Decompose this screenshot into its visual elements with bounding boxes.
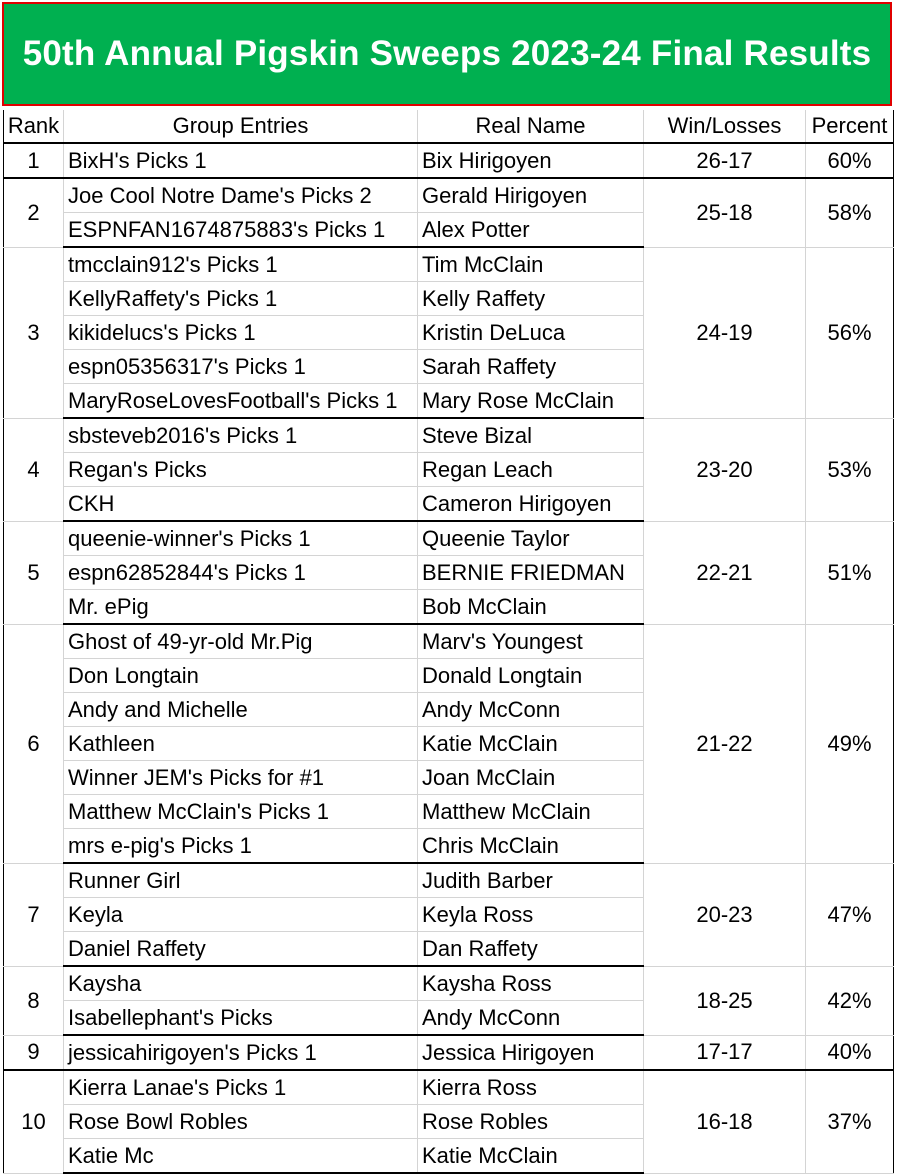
group-entry-cell: Kaysha (64, 966, 418, 1001)
win-losses-cell: 16-18 (644, 1070, 806, 1173)
group-entry-cell: Isabellephant's Picks (64, 1001, 418, 1036)
real-name-cell: Chris McClain (418, 829, 644, 864)
group-entry-cell: espn05356317's Picks 1 (64, 350, 418, 384)
group-entry-cell: Keyla (64, 898, 418, 932)
real-name-cell: Jessica Hirigoyen (418, 1035, 644, 1070)
rank-cell: 3 (4, 247, 64, 418)
group-entry-cell: Winner JEM's Picks for #1 (64, 761, 418, 795)
percent-cell: 58% (806, 178, 894, 247)
win-losses-cell: 21-22 (644, 624, 806, 863)
real-name-cell: Mary Rose McClain (418, 384, 644, 419)
real-name-cell: Cameron Hirigoyen (418, 487, 644, 522)
group-entry-cell: kikidelucs's Picks 1 (64, 316, 418, 350)
real-name-cell: Gerald Hirigoyen (418, 178, 644, 213)
group-entry-cell: tmcclain912's Picks 1 (64, 247, 418, 282)
win-losses-cell: 22-21 (644, 521, 806, 624)
percent-cell: 49% (806, 624, 894, 863)
rank-cell: 9 (4, 1035, 64, 1070)
rank-cell: 8 (4, 966, 64, 1035)
real-name-cell: Bob McClain (418, 590, 644, 625)
table-row (4, 1070, 894, 1105)
real-name-cell: Kristin DeLuca (418, 316, 644, 350)
group-entry-cell: Mr. ePig (64, 590, 418, 625)
percent-cell: 40% (806, 1035, 894, 1070)
group-entry-cell: Daniel Raffety (64, 932, 418, 967)
win-losses-cell: 25-18 (644, 178, 806, 247)
group-entry-cell: Katie Mc (64, 1139, 418, 1174)
page-title: 50th Annual Pigskin Sweeps 2023-24 Final Results (22, 34, 872, 73)
header-group-entries: Group Entries (64, 110, 418, 143)
table-row (4, 418, 894, 453)
rank-cell: 7 (4, 863, 64, 966)
rank-cell: 2 (4, 178, 64, 247)
group-entry-cell: CKH (64, 487, 418, 522)
rank-cell: 10 (4, 1070, 64, 1173)
table-header (4, 110, 894, 143)
group-entry-cell: Don Longtain (64, 659, 418, 693)
group-entry-cell: jessicahirigoyen's Picks 1 (64, 1035, 418, 1070)
rank-cell: 4 (4, 418, 64, 521)
win-losses-cell: 17-17 (644, 1035, 806, 1070)
header-percent: Percent (806, 110, 894, 143)
real-name-cell: Sarah Raffety (418, 350, 644, 384)
table-body (4, 143, 894, 1173)
percent-cell: 51% (806, 521, 894, 624)
header-row (4, 110, 894, 143)
group-entry-cell: Andy and Michelle (64, 693, 418, 727)
real-name-cell: Kaysha Ross (418, 966, 644, 1001)
table-row (4, 178, 894, 213)
real-name-cell: Judith Barber (418, 863, 644, 898)
group-entry-cell: Ghost of 49-yr-old Mr.Pig (64, 624, 418, 659)
group-entry-cell: Kathleen (64, 727, 418, 761)
group-entry-cell: queenie-winner's Picks 1 (64, 521, 418, 556)
rank-cell: 6 (4, 624, 64, 863)
title-banner (2, 2, 892, 106)
real-name-cell: Kierra Ross (418, 1070, 644, 1105)
real-name-cell: Donald Longtain (418, 659, 644, 693)
header-rank: Rank (4, 110, 64, 143)
win-losses-cell: 26-17 (644, 143, 806, 178)
real-name-cell: Katie McClain (418, 1139, 644, 1174)
group-entry-cell: KellyRaffety's Picks 1 (64, 282, 418, 316)
real-name-cell: Keyla Ross (418, 898, 644, 932)
group-entry-cell: Joe Cool Notre Dame's Picks 2 (64, 178, 418, 213)
real-name-cell: Queenie Taylor (418, 521, 644, 556)
group-entry-cell: Matthew McClain's Picks 1 (64, 795, 418, 829)
group-entry-cell: Runner Girl (64, 863, 418, 898)
real-name-cell: Regan Leach (418, 453, 644, 487)
win-losses-cell: 23-20 (644, 418, 806, 521)
rank-cell: 5 (4, 521, 64, 624)
real-name-cell: Tim McClain (418, 247, 644, 282)
win-losses-cell: 20-23 (644, 863, 806, 966)
real-name-cell: Dan Raffety (418, 932, 644, 967)
real-name-cell: Joan McClain (418, 761, 644, 795)
group-entry-cell: mrs e-pig's Picks 1 (64, 829, 418, 864)
real-name-cell: Rose Robles (418, 1105, 644, 1139)
table-row (4, 624, 894, 659)
real-name-cell: Marv's Youngest (418, 624, 644, 659)
real-name-cell: Kelly Raffety (418, 282, 644, 316)
group-entry-cell: Rose Bowl Robles (64, 1105, 418, 1139)
header-win-losses: Win/Losses (644, 110, 806, 143)
header-real-name: Real Name (418, 110, 644, 143)
real-name-cell: BERNIE FRIEDMAN (418, 556, 644, 590)
table-row (4, 1035, 894, 1070)
group-entry-cell: Kierra Lanae's Picks 1 (64, 1070, 418, 1105)
group-entry-cell: sbsteveb2016's Picks 1 (64, 418, 418, 453)
win-losses-cell: 24-19 (644, 247, 806, 418)
table-row (4, 863, 894, 898)
table-row (4, 247, 894, 282)
group-entry-cell: MaryRoseLovesFootball's Picks 1 (64, 384, 418, 419)
percent-cell: 60% (806, 143, 894, 178)
real-name-cell: Andy McConn (418, 693, 644, 727)
table-row (4, 521, 894, 556)
percent-cell: 53% (806, 418, 894, 521)
table-row (4, 143, 894, 178)
group-entry-cell: Regan's Picks (64, 453, 418, 487)
percent-cell: 56% (806, 247, 894, 418)
percent-cell: 47% (806, 863, 894, 966)
group-entry-cell: BixH's Picks 1 (64, 143, 418, 178)
real-name-cell: Matthew McClain (418, 795, 644, 829)
real-name-cell: Steve Bizal (418, 418, 644, 453)
real-name-cell: Andy McConn (418, 1001, 644, 1036)
table-row (4, 966, 894, 1001)
rank-cell: 1 (4, 143, 64, 178)
percent-cell: 37% (806, 1070, 894, 1173)
real-name-cell: Katie McClain (418, 727, 644, 761)
win-losses-cell: 18-25 (644, 966, 806, 1035)
group-entry-cell: ESPNFAN1674875883's Picks 1 (64, 213, 418, 248)
group-entry-cell: espn62852844's Picks 1 (64, 556, 418, 590)
percent-cell: 42% (806, 966, 894, 1035)
real-name-cell: Alex Potter (418, 213, 644, 248)
results-table (3, 110, 894, 1174)
real-name-cell: Bix Hirigoyen (418, 143, 644, 178)
